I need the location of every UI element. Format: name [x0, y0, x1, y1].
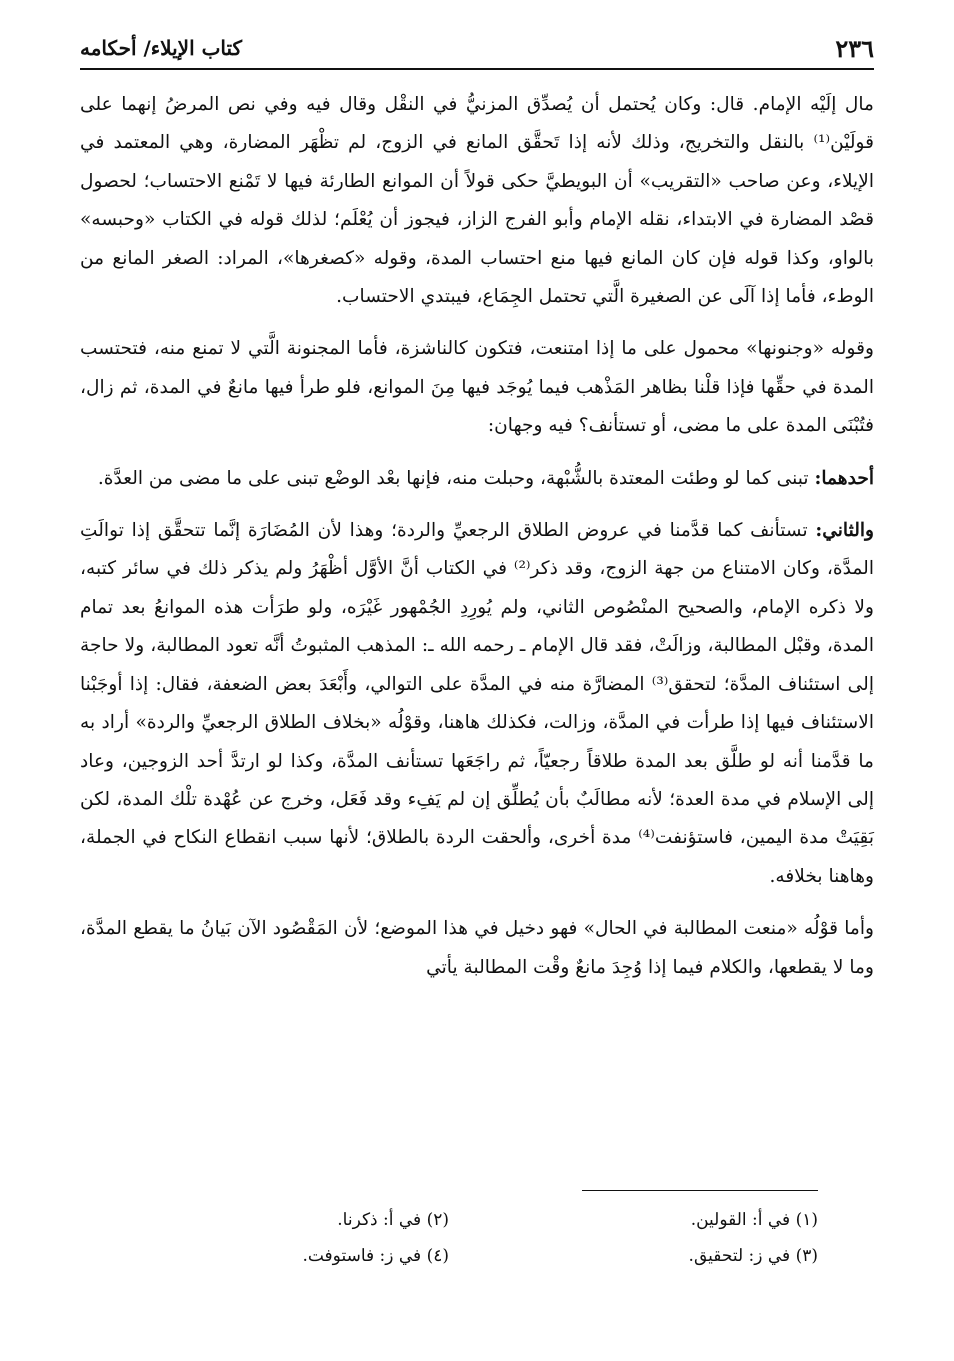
footnote-row: [80, 1202, 818, 1238]
footnotes: [80, 1202, 818, 1274]
footnote-3: (٣) في ز: لتحقيق.: [688, 1246, 818, 1266]
page-number: ٢٣٦: [835, 34, 874, 63]
paragraph-5: وأما قوْلُه «منعت المطالبة في الحال» فهو دخيل في هذا الموضع؛ لأن المَقْصُود الآن بَيانُ ما يقطع المدَّة، وما لا يقطعها، والكلام فيما إذا وُجِدَ مانعٌ وقْت المطالبة يأتي: [80, 918, 874, 978]
paragraph-3-text: تبنى كما لو وطئت المعتدة بالشُّبْهة، وحبلت منه، فإنها بعْد الوضْع تبنى على ما مضى من العدَّة.: [97, 467, 815, 489]
paragraph-4: [80, 512, 874, 896]
footnote-row: [80, 1238, 818, 1274]
paragraph-3: [80, 460, 874, 498]
second-view-label: والثاني:: [815, 520, 874, 542]
main-text: [80, 86, 874, 1001]
header-rule: [80, 68, 874, 70]
paragraph-4-text: تستأنف كما قدَّمنا في عروض الطلاق الرجعيِّ والردة؛ وهذا لأن المُضَارَة إنَّما تتحقَّق إذا توالَتِ المدَّة، وكان الامتناع من جهة الزوج، وقد ذكر⁽²⁾ في الكتاب أنَّ الأوَّل أظْهَرُ ولم يذكر ذلك في سائر كتبه، ولا ذكره الإمام، والصحيح المنْصُوص الثاني، ولم يُورِدِ الجُمْهور غَيْرَه، ولو طرَأت هذه الموانعُ بعد تمام المدة، وقبْل المطالبة، وزالَتْ، فقد قال الإمام ـ رحمه الله ـ: المذهب المثبوتُ أنَّه تعود المطالبة، ولا حاجة إلى استئناف المدَّة؛ لتحقق⁽³⁾ المضارَّة منه في المدَّة على التوالي، وأَبْعَدَ بعض الضعفة، فقال: إذا أوجَبْنا الاستئناف فيها إذا طرأت في المدَّة، وزالت، فكذلك هاهنا، وقوْلُه «بخلاف الطلاق الرجعيِّ والردة» أراد به ما قدَّمنا أنه لو طلَّق بعد المدة طلاقاً رجعيّاً، ثم راجَعَها تستأنف المدَّة، وكذا لو ارتدَّ أحد الزوجين، وعاد إلى الإسلام في مدة العدة؛ لأنه مطالَبٌ بأن يُطلِّق إن لم يَفِء وقد فَعَل، وخرج عن عُهْدة تلْك المدة، لكن بَقِيَتْ مدة اليمين، فاستؤنفت⁽⁴⁾ مدة أخرى، وألحقت الردة بالطلاق؛ لأنها سبب انقطاع النكاح في الجملة، وهاهنا بخلافه.: [80, 520, 875, 887]
page-header: [80, 30, 874, 68]
footnote-2: (٢) في أ: ذكرنا.: [337, 1210, 449, 1230]
paragraph-1: مال إلَيْه الإمام. قال: وكان يُحتمل أن يُصدِّق المزنيُّ في النقْل وقال فيه وفي نص المرضُ إنهما على قولَيْن⁽¹⁾ بالنقل والتخريج، وذلك لأنه إذا تَحقَّق المانع في الزوج، لم تظْهَر المضارة، وهي المعتمد في الإيلاء، وعن صاحب «التقريب» أن البويطيَّ حكى قولاً أن الموانع الطارئة فيها لا تَمْنع الاحتساب؛ لحصول قصْد المضارة في الابتداء، نقله الإمام وأبو الفرج الزاز، فيجوز أن يُعْلَم؛ لذلك قوله في الكتاب «وحبسه» بالواو، وكذا قوله فإن كان المانع فيها منع احتساب المدة، وقوله «كصغرها»، المراد: الصغر المانع من الوطء، فأما إذا آلَى عن الصغيرة الَّتي تحتمل الجِمَاع، فيبتدي الاحتساب.: [80, 94, 874, 308]
footnote-rule: [582, 1190, 818, 1191]
running-title: كتاب الإيلاء/ أحكامه: [80, 36, 243, 60]
first-view-label: أحدهما:: [814, 467, 874, 489]
footnote-1: (١) في أ: القولين.: [690, 1210, 818, 1230]
paragraph-2: وقوله «وجنونها» محمول على ما إذا امتنعت، فتكون كالناشزة، فأما المجنونة الَّتي لا تمنع منه، فتحتسب المدة في حقِّها فإذا قلْنا بظاهر المَذْهب فيما يُوجَد فيها مِنَ الموانع، فلو طرأ فيها مانعٌ في المدة، ثم زال، فتُبْنَى المدة على ما مضى، أو تستأنف؟ فيه وجهان:: [80, 338, 874, 437]
footnote-4: (٤) في ز: فاستوفت.: [302, 1246, 449, 1266]
